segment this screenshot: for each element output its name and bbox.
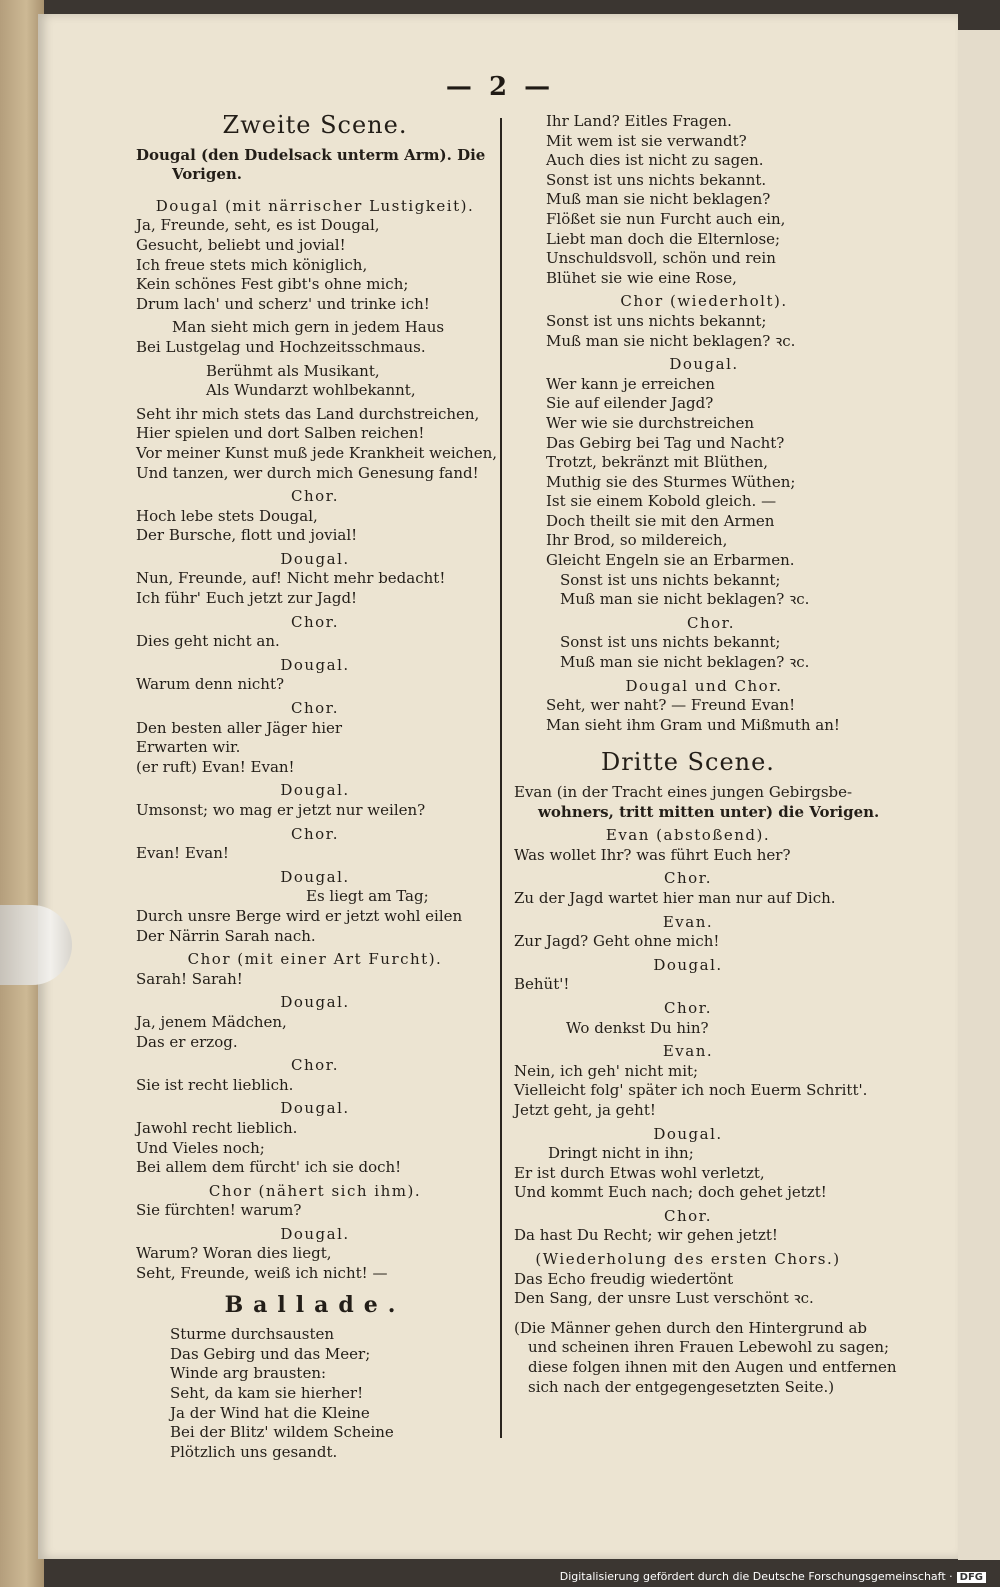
speaker: Dougal. — [669, 355, 739, 374]
verse-line: Bei Lustgelag und Hochzeitsschmaus. — [136, 337, 426, 356]
speaker: Dougal. — [280, 1224, 350, 1243]
verse-block — [514, 956, 862, 995]
verse-block — [514, 1125, 862, 1203]
verse-line: Das Gebirg bei Tag und Nacht? — [546, 433, 785, 452]
scene-intro-line: wohners, tritt mitten unter) die Vorigen. — [538, 802, 880, 821]
verse-line: Umsonst; wo mag er jetzt nur weilen? — [136, 801, 426, 819]
verse-line: Mit wem ist sie verwandt? — [546, 131, 747, 150]
verse-line: Seht, da kam sie hierher! — [170, 1384, 364, 1403]
speaker: Chor. — [291, 612, 339, 631]
verse-line: Ich freue stets mich königlich, — [136, 255, 368, 274]
verse-line: Da hast Du Recht; wir gehen jetzt! — [514, 1226, 778, 1245]
verse-line: Seht, wer naht? — Freund Evan! — [546, 696, 796, 715]
verse-line: Muß man sie nicht beklagen? ꝛc. — [560, 590, 810, 609]
speaker: Dougal und Chor. — [625, 676, 783, 695]
verse-line: Durch unsre Berge wird er jetzt wohl eilen — [136, 906, 463, 925]
verse-line: Das er erzog. — [136, 1032, 238, 1051]
digitization-footer — [560, 1570, 986, 1583]
verse-block — [136, 950, 494, 989]
speaker: Dougal. — [280, 655, 350, 674]
verse-line: Der Bursche, flott und jovial! — [136, 526, 358, 545]
verse-line: Trotzt, bekränzt mit Blüthen, — [546, 453, 769, 472]
verse-block — [136, 197, 494, 315]
verse-block — [136, 362, 494, 401]
verse-block — [136, 550, 494, 609]
verse-block — [136, 487, 494, 546]
verse-line: Muß man sie nicht beklagen? ꝛc. — [546, 331, 796, 350]
verse-line: Sonst ist uns nichts bekannt; — [560, 633, 781, 652]
verse-line: Vor meiner Kunst muß jede Krankheit weichen, — [136, 443, 498, 462]
speaker: Chor. — [687, 613, 735, 632]
stage-direction-line: diese folgen ihnen mit den Augen und entfernen — [528, 1358, 897, 1377]
verse-line: Liebt man doch die Elternlose; — [546, 229, 781, 248]
dfg-logo: DFG — [957, 1572, 986, 1583]
verse-line: Gesucht, beliebt und jovial! — [136, 235, 346, 254]
verse-line: Wer wie sie durchstreichen — [546, 413, 755, 432]
verse-block — [136, 1225, 494, 1284]
verse-line: Ja, Freunde, seht, es ist Dougal, — [136, 216, 380, 235]
speaker: Dougal. — [653, 1124, 723, 1143]
speaker: Evan. — [662, 1042, 714, 1061]
verse-line: Muthig sie des Sturmes Wüthen; — [546, 472, 796, 491]
verse-line: Muß man sie nicht beklagen? ꝛc. — [560, 653, 810, 672]
verse-line: Zur Jagd? Geht ohne mich! — [514, 932, 720, 951]
verse-line: Seht, Freunde, weiß ich nicht! — — [136, 1264, 388, 1283]
verse-line: Sie ist recht lieblich. — [136, 1075, 294, 1094]
verse-block — [514, 1207, 862, 1246]
speaker: Chor. — [291, 487, 339, 506]
verse-line: Es liegt am Tag; — [306, 887, 429, 906]
scene-intro-line: Evan (in der Tracht eines jungen Gebirgsbe- — [514, 783, 853, 801]
verse-block — [514, 999, 862, 1038]
verse-line: Wer kann je erreichen — [546, 374, 715, 393]
speaker: Chor (nähert sich ihm). — [208, 1181, 422, 1200]
speaker: Chor. — [291, 824, 339, 843]
speaker: Evan (abstoßend). — [605, 826, 771, 845]
scene-intro-line: Dougal (den Dudelsack unterm Arm). Die — [136, 145, 486, 164]
verse-line: Ich führ' Euch jetzt zur Jagd! — [136, 589, 358, 608]
verse-block — [514, 913, 862, 952]
verse-line: Ihr Land? Eitles Fragen. — [546, 112, 732, 130]
verse-line: Als Wundarzt wohlbekannt, — [206, 381, 416, 400]
left-column — [136, 111, 498, 1462]
verse-line: Bei allem dem fürcht' ich sie doch! — [136, 1158, 402, 1177]
verse-block — [136, 993, 494, 1052]
speaker: Chor. — [664, 869, 712, 888]
speaker: Chor. — [291, 1056, 339, 1075]
verse-block — [514, 614, 862, 673]
verse-block — [136, 868, 494, 946]
speaker: Dougal. — [280, 867, 350, 886]
verse-line: Jetzt geht, ja geht! — [514, 1100, 656, 1119]
verse-line: Was wollet Ihr? was führt Euch her? — [514, 845, 791, 864]
page-number: — 2 — — [445, 72, 555, 102]
verse-line: Dringt nicht in ihn; — [548, 1144, 694, 1163]
verse-line: Der Närrin Sarah nach. — [136, 926, 316, 945]
verse-block — [136, 781, 494, 820]
speaker: Evan. — [662, 912, 714, 931]
verse-block — [514, 355, 862, 610]
verse-block — [136, 825, 494, 864]
verse-line: Sonst ist uns nichts bekannt. — [546, 170, 767, 189]
verse-line: Behüt'! — [514, 975, 570, 994]
verse-line: Drum lach' und scherz' und trinke ich! — [136, 294, 430, 313]
verse-line: Evan! Evan! — [136, 844, 229, 863]
verse-line: Kein schönes Fest gibt's ohne mich; — [136, 275, 409, 294]
verse-line: Das Gebirg und das Meer; — [170, 1344, 371, 1363]
verse-line: Bei der Blitz' wildem Scheine — [170, 1423, 394, 1442]
verse-block — [136, 1056, 494, 1095]
verse-line: Wo denkst Du hin? — [566, 1018, 709, 1037]
verse-block — [514, 292, 862, 351]
verse-line: Ihr Brod, so mildereich, — [546, 531, 728, 550]
verse-line: Sie fürchten! warum? — [136, 1201, 302, 1220]
verse-line: Sonst ist uns nichts bekannt; — [560, 570, 781, 589]
scene-title: Dritte Scene. — [601, 748, 775, 777]
verse-line: Jawohl recht lieblich. — [136, 1118, 298, 1137]
right-column — [514, 112, 897, 1397]
speaker: Dougal. — [280, 993, 350, 1012]
verse-line: Und Vieles noch; — [136, 1138, 265, 1157]
verse-line: Doch theilt sie mit den Armen — [546, 511, 775, 530]
verse-line: Plötzlich uns gesandt. — [170, 1442, 338, 1461]
verse-line: Flößet sie nun Furcht auch ein, — [546, 209, 786, 228]
verse-line: (er ruft) Evan! Evan! — [136, 757, 295, 776]
verse-line: Erwarten wir. — [136, 738, 241, 757]
verse-line: Das Echo freudig wiedertönt — [514, 1269, 734, 1288]
stage-direction-line: und scheinen ihren Frauen Lebewohl zu sagen; — [528, 1338, 890, 1357]
verse-line: Zu der Jagd wartet hier man nur auf Dich. — [514, 888, 836, 907]
speaker: Dougal. — [280, 1099, 350, 1118]
verse-line: Warum? Woran dies liegt, — [136, 1244, 332, 1263]
verse-block — [136, 699, 494, 777]
verse-line: Sarah! Sarah! — [136, 969, 243, 988]
scene-title: Zweite Scene. — [222, 111, 408, 139]
verse-line: Ja der Wind hat die Kleine — [170, 1403, 370, 1422]
verse-line: Vielleicht folg' später ich noch Euerm Schritt'. — [514, 1081, 868, 1100]
verse-line: Muß man sie nicht beklagen? — [546, 190, 771, 209]
column-divider — [500, 118, 502, 1438]
speaker: (Wiederholung des ersten Chors.) — [535, 1250, 841, 1269]
speaker: Chor (wiederholt). — [620, 292, 788, 311]
verse-block — [514, 677, 862, 736]
verse-line: Sie auf eilender Jagd? — [546, 394, 714, 413]
verse-line: Und tanzen, wer durch mich Genesung fand! — [136, 463, 479, 482]
verse-block — [514, 869, 862, 908]
verse-line: Berühmt als Musikant, — [206, 361, 380, 380]
speaker: Dougal. — [280, 781, 350, 800]
verse-line: Winde arg brausten: — [170, 1364, 327, 1383]
verse-line: Blühet sie wie eine Rose, — [546, 268, 737, 287]
verse-block — [514, 826, 862, 865]
stage-direction-line: sich nach der entgegengesetzten Seite.) — [528, 1377, 835, 1396]
speaker: Dougal. — [280, 549, 350, 568]
verse-block — [136, 656, 494, 695]
speaker: Chor. — [664, 1206, 712, 1225]
verse-block — [514, 1250, 862, 1309]
verse-block — [136, 404, 498, 483]
verse-block — [136, 1099, 494, 1177]
verse-line: Sturme durchsausten — [170, 1325, 335, 1344]
ballade-verse — [136, 1325, 494, 1462]
verse-line: Hoch lebe stets Dougal, — [136, 506, 318, 525]
verse-line: Nein, ich geh' nicht mit; — [514, 1061, 699, 1080]
verse-block — [136, 1182, 494, 1221]
verse-line: Unschuldsvoll, schön und rein — [546, 249, 776, 268]
stage-direction — [514, 1318, 897, 1397]
verse-line: Ja, jenem Mädchen, — [136, 1012, 287, 1031]
verse-line: Dies geht nicht an. — [136, 632, 280, 651]
speaker: Chor. — [664, 998, 712, 1017]
verse-line: Nun, Freunde, auf! Nicht mehr bedacht! — [136, 569, 446, 588]
verse-line: Ist sie einem Kobold gleich. — — [546, 492, 777, 511]
verse-line: Den besten aller Jäger hier — [136, 718, 343, 737]
verse-line: Hier spielen und dort Salben reichen! — [136, 424, 425, 443]
verse-block — [514, 1042, 868, 1120]
verse-line: Man sieht mich gern in jedem Haus — [172, 318, 445, 337]
next-page-edge — [958, 30, 1000, 1560]
ballade-title: Ballade. — [224, 1291, 406, 1318]
verse-block — [136, 318, 494, 357]
verse-line: Gleicht Engeln sie an Erbarmen. — [546, 551, 795, 570]
verse-line: Man sieht ihm Gram und Mißmuth an! — [546, 715, 840, 734]
scene-intro-line: Vorigen. — [172, 165, 243, 184]
speaker: Chor. — [291, 699, 339, 718]
verse-line: Den Sang, der unsre Lust verschönt ꝛc. — [514, 1289, 814, 1308]
footer-text: Digitalisierung gefördert durch die Deutsche Forschungsgemeinschaft · — [559, 1570, 953, 1583]
verse-line: Seht ihr mich stets das Land durchstreichen, — [136, 404, 480, 423]
verse-line: Er ist durch Etwas wohl verletzt, — [514, 1163, 765, 1182]
stage-direction-line: (Die Männer gehen durch den Hintergrund ab — [514, 1318, 867, 1337]
verse-line: Sonst ist uns nichts bekannt; — [546, 311, 767, 330]
speaker: Chor (mit einer Art Furcht). — [187, 950, 443, 969]
verse-line: Auch dies ist nicht zu sagen. — [546, 151, 764, 170]
verse-line: Warum denn nicht? — [136, 675, 285, 694]
verse-block — [136, 613, 494, 652]
speaker: Dougal (mit närrischer Lustigkeit). — [155, 196, 475, 215]
speaker: Dougal. — [653, 955, 723, 974]
verse-block — [514, 112, 862, 288]
verse-line: Und kommt Euch nach; doch gehet jetzt! — [514, 1183, 827, 1202]
